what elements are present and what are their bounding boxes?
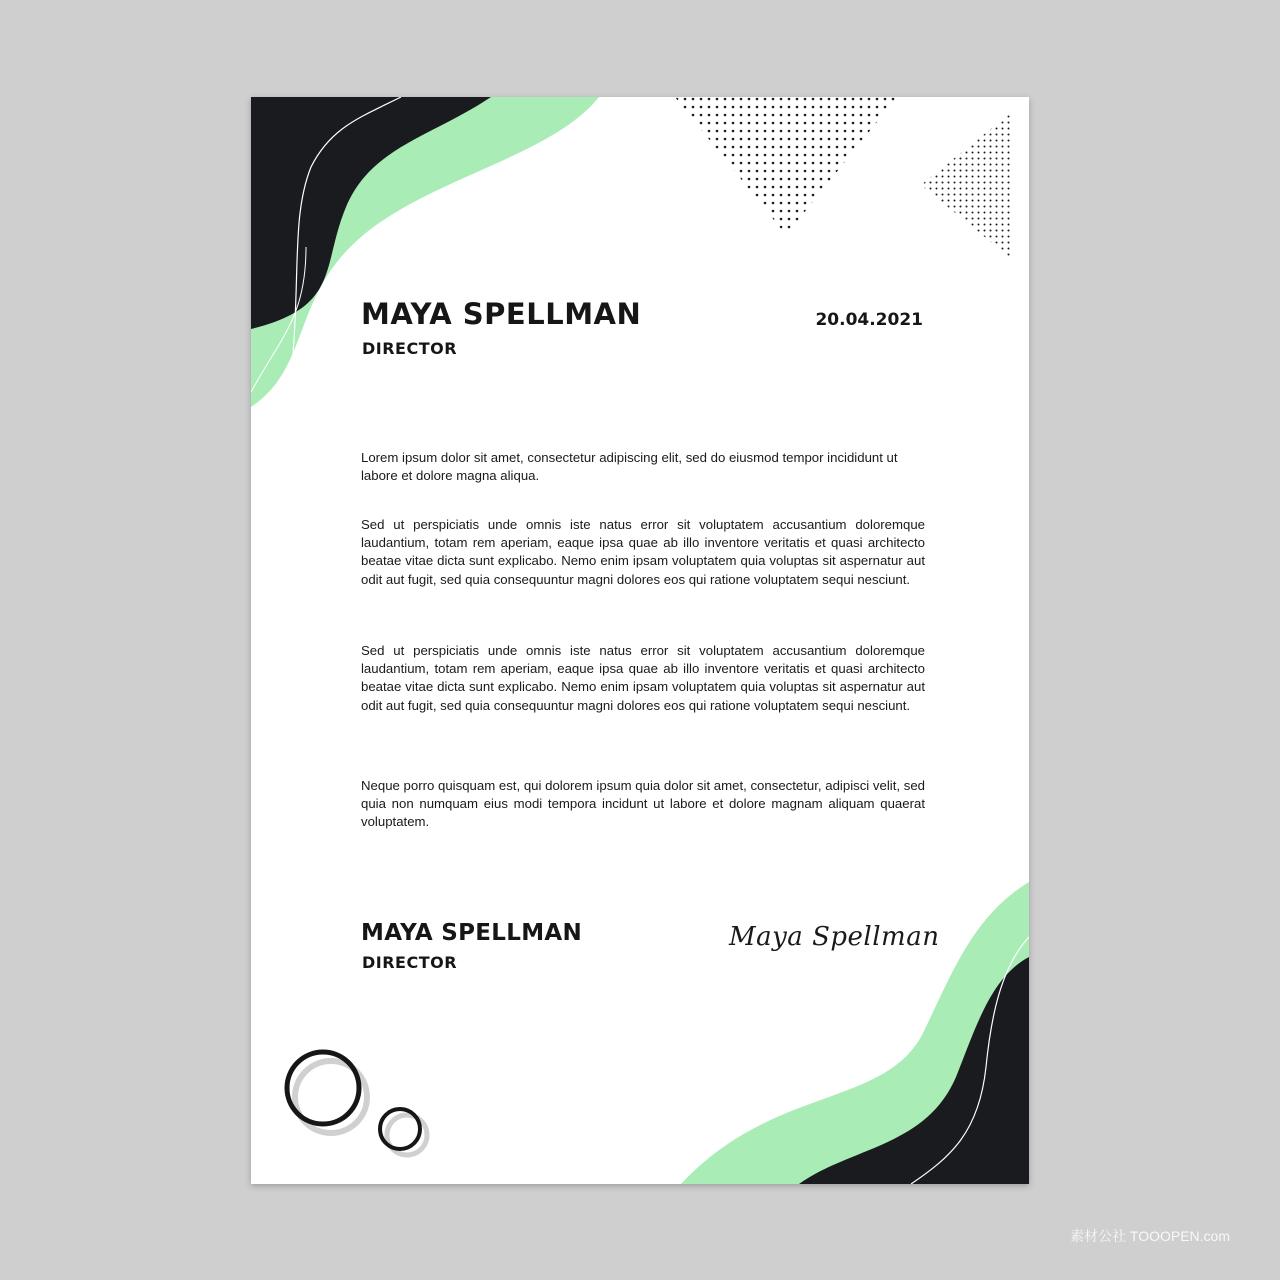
ring-small-icon: [251, 97, 1029, 1184]
body-paragraph-2: Sed ut perspiciatis unde omnis iste natus error sit voluptatem accusantium doloremque laudantium, totam rem aperiam, eaque ipsa quae ab illo inventore veritatis et quasi architecto beatae vitae dicta sunt explicabo. Nemo enim ipsam voluptatem quia voluptas sit aspernatur aut odit aut fugit, sed quia consequuntur magni dolores eos qui ratione voluptatem sequi nesciunt.: [361, 517, 925, 587]
body-paragraph-1: Lorem ipsum dolor sit amet, consectetur adipiscing elit, sed do eiusmod tempor incididunt ut labore et dolore magna aliqua.: [361, 450, 898, 484]
signature: Maya Spellman: [729, 922, 940, 952]
footer-role: DIRECTOR: [362, 953, 458, 972]
footer-name: MAYA SPELLMAN: [361, 920, 583, 946]
letterhead-page: [251, 97, 1029, 1184]
letter-date: 20.04.2021: [815, 310, 923, 330]
body-paragraph-3: Sed ut perspiciatis unde omnis iste natus error sit voluptatem accusantium doloremque laudantium, totam rem aperiam, eaque ipsa quae ab illo inventore veritatis et quasi architecto beatae vitae dicta sunt explicabo. Nemo enim ipsam voluptatem quia voluptas sit aspernatur aut odit aut fugit, sed quia consequuntur magni dolores eos qui ratione voluptatem sequi nesciunt.: [361, 643, 925, 713]
sender-role: DIRECTOR: [362, 339, 458, 358]
sender-name: MAYA SPELLMAN: [361, 297, 642, 331]
body-paragraph-4: Neque porro quisquam est, qui dolorem ipsum quia dolor sit amet, consectetur, adipisci velit, sed quia non numquam eius modi tempora incidunt ut labore et dolore magnam aliquam quaerat voluptatem.: [361, 778, 925, 830]
watermark: 素材公社 TOOOPEN.com: [1070, 1228, 1230, 1244]
